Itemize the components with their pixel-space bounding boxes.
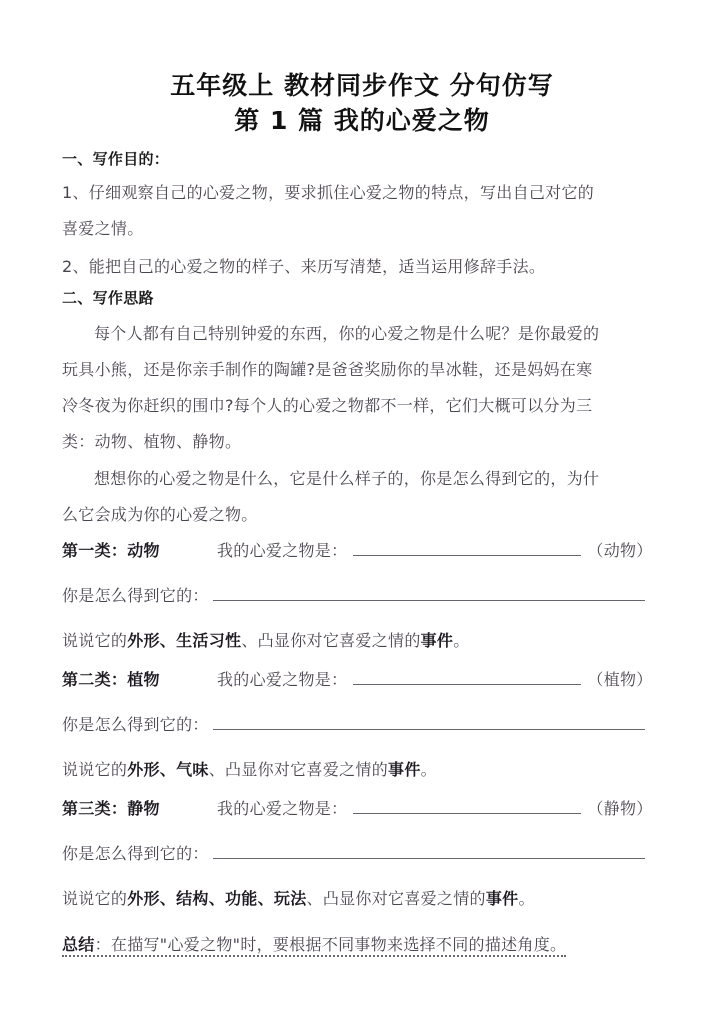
approach-paragraph-1-line-1: 每个人都有自己特别钟爱的东西，你的心爱之物是什么呢？是你最爱的 [94,324,600,343]
describe-end: 。 [420,760,437,779]
category-2-row [62,667,653,690]
category-1-how-blank[interactable] [213,586,645,601]
describe-prefix: 说说它的 [62,631,128,650]
section-heading-goals: 一、写作目的： [62,150,170,168]
category-1-row [62,538,653,561]
approach-paragraph-2-line-1: 想想你的心爱之物是什么，它是什么样子的，你是怎么得到它的，为什 [94,469,600,488]
category-3-how-prompt: 你是怎么得到它的： [62,844,209,863]
approach-paragraph-2-line-2: 么它会成为你的心爱之物。 [62,505,258,524]
category-1-label: 第一类：动物 [62,541,160,560]
describe-middle: 、凸显你对它喜爱之情的 [208,760,389,779]
category-2-describe [62,757,437,780]
category-1-suffix: （动物） [587,541,653,560]
category-3-suffix: （静物） [587,799,653,818]
category-2-how-row [62,712,645,735]
describe-middle: 、凸显你对它喜爱之情的 [241,631,421,650]
approach-paragraph-1-line-3: 冷冬夜为你赶织的围巾?每个人的心爱之物都不一样，它们大概可以分为三 [62,396,593,415]
category-3-prompt: 我的心爱之物是： [217,799,348,818]
approach-paragraph-1-line-2: 玩具小熊，还是你亲手制作的陶罐?是爸爸奖励你的旱冰鞋，还是妈妈在寒 [62,360,593,379]
category-2-how-prompt: 你是怎么得到它的： [62,715,209,734]
category-1-how-row [62,583,645,606]
describe-event: 事件 [420,631,454,650]
describe-prefix: 说说它的 [62,889,128,908]
summary-label: 总结 [62,935,95,954]
category-3-describe [62,886,535,909]
category-1-prompt: 我的心爱之物是： [217,541,348,560]
describe-aspects: 外形、生活习性 [127,631,242,650]
category-3-label: 第三类：静物 [62,799,160,818]
category-1-how-prompt: 你是怎么得到它的： [62,586,209,605]
goal-item-1-line-1: 1、仔细观察自己的心爱之物，要求抓住心爱之物的特点，写出自己对它的 [62,183,595,202]
describe-prefix: 说说它的 [62,760,128,779]
category-3-how-row [62,841,645,864]
summary-row [62,932,566,955]
summary [62,935,566,957]
describe-event: 事件 [485,889,519,908]
describe-end: 。 [453,631,470,650]
describe-middle: 、凸显你对它喜爱之情的 [306,889,486,908]
describe-event: 事件 [388,760,421,779]
section-heading-approach: 二、写作思路 [62,289,154,307]
describe-aspects: 外形、结构、功能、玩法 [127,889,307,908]
category-2-label: 第二类：植物 [62,670,160,689]
approach-paragraph-1-line-4: 类：动物、植物、静物。 [62,432,242,451]
category-2-suffix: （植物） [587,670,653,689]
category-2-prompt: 我的心爱之物是： [217,670,348,689]
category-1-answer-blank[interactable] [353,541,581,556]
category-3-answer-blank[interactable] [353,799,581,814]
category-2-how-blank[interactable] [213,715,645,730]
category-3-how-blank[interactable] [213,844,645,859]
worksheet-title: 五年级上 教材同步作文 分句仿写 [170,71,554,100]
category-2-answer-blank[interactable] [353,670,581,685]
goal-item-1-line-2: 喜爱之情。 [62,219,144,238]
describe-end: 。 [518,889,535,908]
describe-aspects: 外形、气味 [127,760,209,779]
category-3-row [62,796,653,819]
lesson-title: 第 1 篇 我的心爱之物 [234,106,490,135]
category-1-describe [62,628,470,651]
goal-item-2: 2、能把自己的心爱之物的样子、来历写清楚，适当运用修辞手法。 [62,257,546,276]
summary-text: ：在描写"心爱之物"时，要根据不同事物来选择不同的描述角度。 [94,935,567,954]
